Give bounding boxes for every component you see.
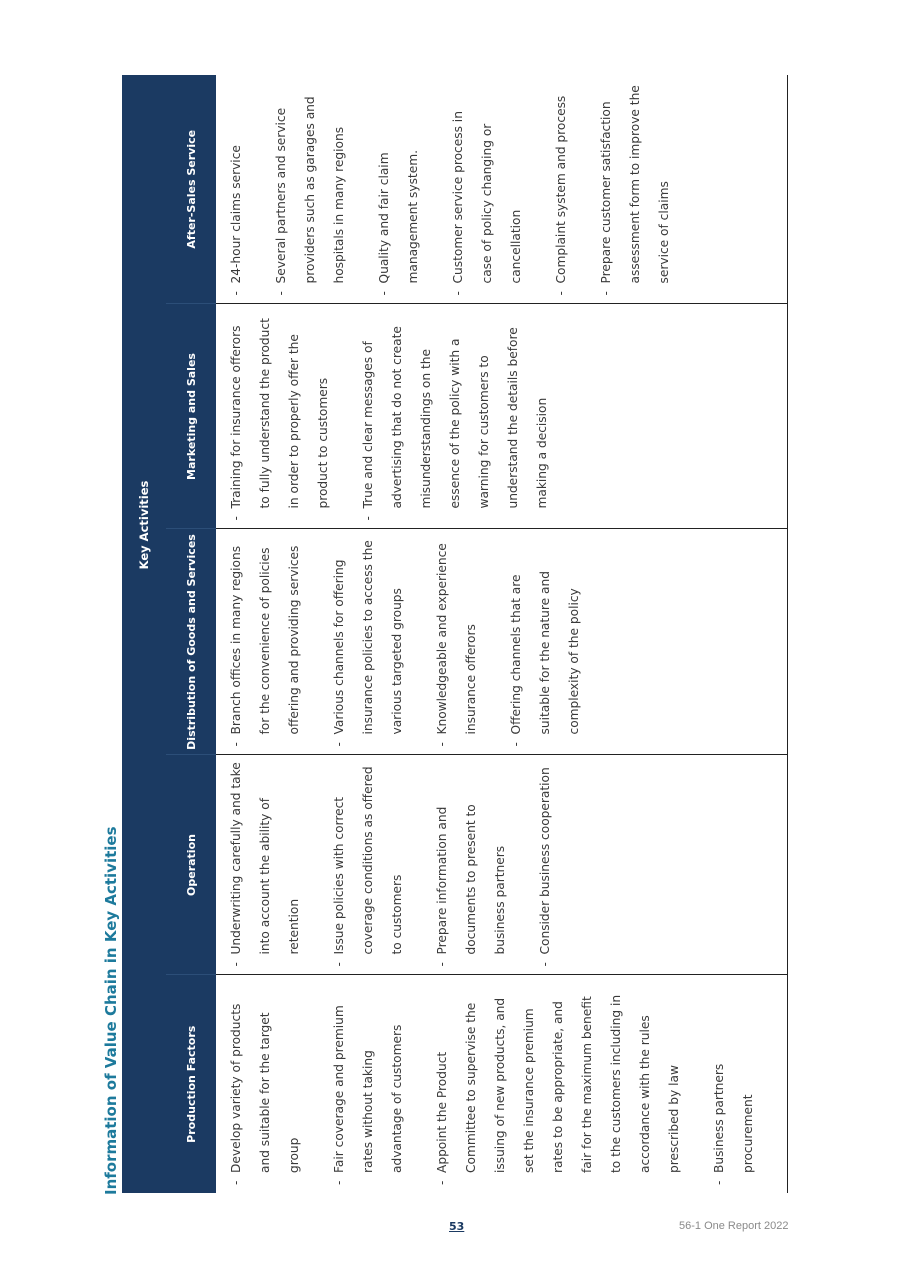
list-item: - Complaint system and process <box>547 81 576 298</box>
list-item: - Consider business cooperation <box>531 762 560 969</box>
page-heading: Information of Value Chain in Key Activities <box>102 826 120 1195</box>
list-item: - Offering channels that are suitable for the nature and complexity of the policy <box>502 536 589 749</box>
list-item: - Several partners and service providers such as garages and hospitals in many regions <box>267 81 354 298</box>
list-item: - Quality and fair claim management system. <box>370 81 428 298</box>
list-item: - Branch offices in many regions for the convenience of policies offering and providing services <box>222 536 309 749</box>
report-title: 56-1 One Report 2022 <box>679 1220 789 1232</box>
list-item: - Underwriting carefully and take into account the ability of retention <box>222 762 309 969</box>
list-item: - Customer service process in case of policy changing or cancellation <box>444 81 531 298</box>
operation-cell <box>216 755 788 975</box>
column-header-distribution: Distribution of Goods and Services <box>166 529 216 755</box>
distribution-list <box>222 536 589 749</box>
production-factors-list <box>222 982 763 1188</box>
column-header-marketing-sales: Marketing and Sales <box>166 304 216 529</box>
page-number: 53 <box>449 1220 465 1233</box>
after-sales-cell <box>216 75 788 304</box>
list-item: - 24-hour claims service <box>222 81 251 298</box>
marketing-sales-list <box>222 311 557 523</box>
list-item: - Develop variety of products and suitable for the target group <box>222 982 309 1188</box>
list-item: - Knowledgeable and experience insurance offerors <box>428 536 486 749</box>
operation-list <box>222 762 560 969</box>
rotated-page-content <box>98 70 755 1195</box>
list-item: - Various channels for offering insurance policies to access the various targeted groups <box>325 536 412 749</box>
list-item: - Fair coverage and premium rates without taking advantage of customers <box>325 982 412 1188</box>
distribution-cell <box>216 529 788 755</box>
key-activities-header: Key Activities <box>122 75 166 975</box>
marketing-sales-cell <box>216 304 788 529</box>
after-sales-list <box>222 81 679 298</box>
list-item: - True and clear messages of advertising that do not create misunderstandings on the essence of the policy with a warning for customers to understand the details before making a decision <box>354 311 557 523</box>
list-item: - Issue policies with correct coverage conditions as offered to customers <box>325 762 412 969</box>
column-header-production-factors: Production Factors <box>166 975 216 1193</box>
production-factors-cell <box>216 975 788 1193</box>
list-item: - Training for insurance offerors to fully understand the product in order to properly offer the product to customers <box>222 311 338 523</box>
value-chain-table <box>122 75 788 1193</box>
list-item: - Prepare customer satisfaction assessment form to improve the service of claims <box>592 81 679 298</box>
list-item: - Appoint the Product Committee to supervise the issuing of new products, and set the insurance premium rates to be appropriate, and fair for the maximum benefit to the customers including in accordance with the rules prescribed by law <box>428 982 689 1188</box>
column-header-after-sales: After-Sales Service <box>166 75 216 304</box>
list-item: - Prepare information and documents to present to business partners <box>428 762 515 969</box>
table-header-corner <box>122 975 166 1193</box>
list-item: - Business partners procurement <box>705 982 763 1188</box>
column-header-operation: Operation <box>166 755 216 975</box>
